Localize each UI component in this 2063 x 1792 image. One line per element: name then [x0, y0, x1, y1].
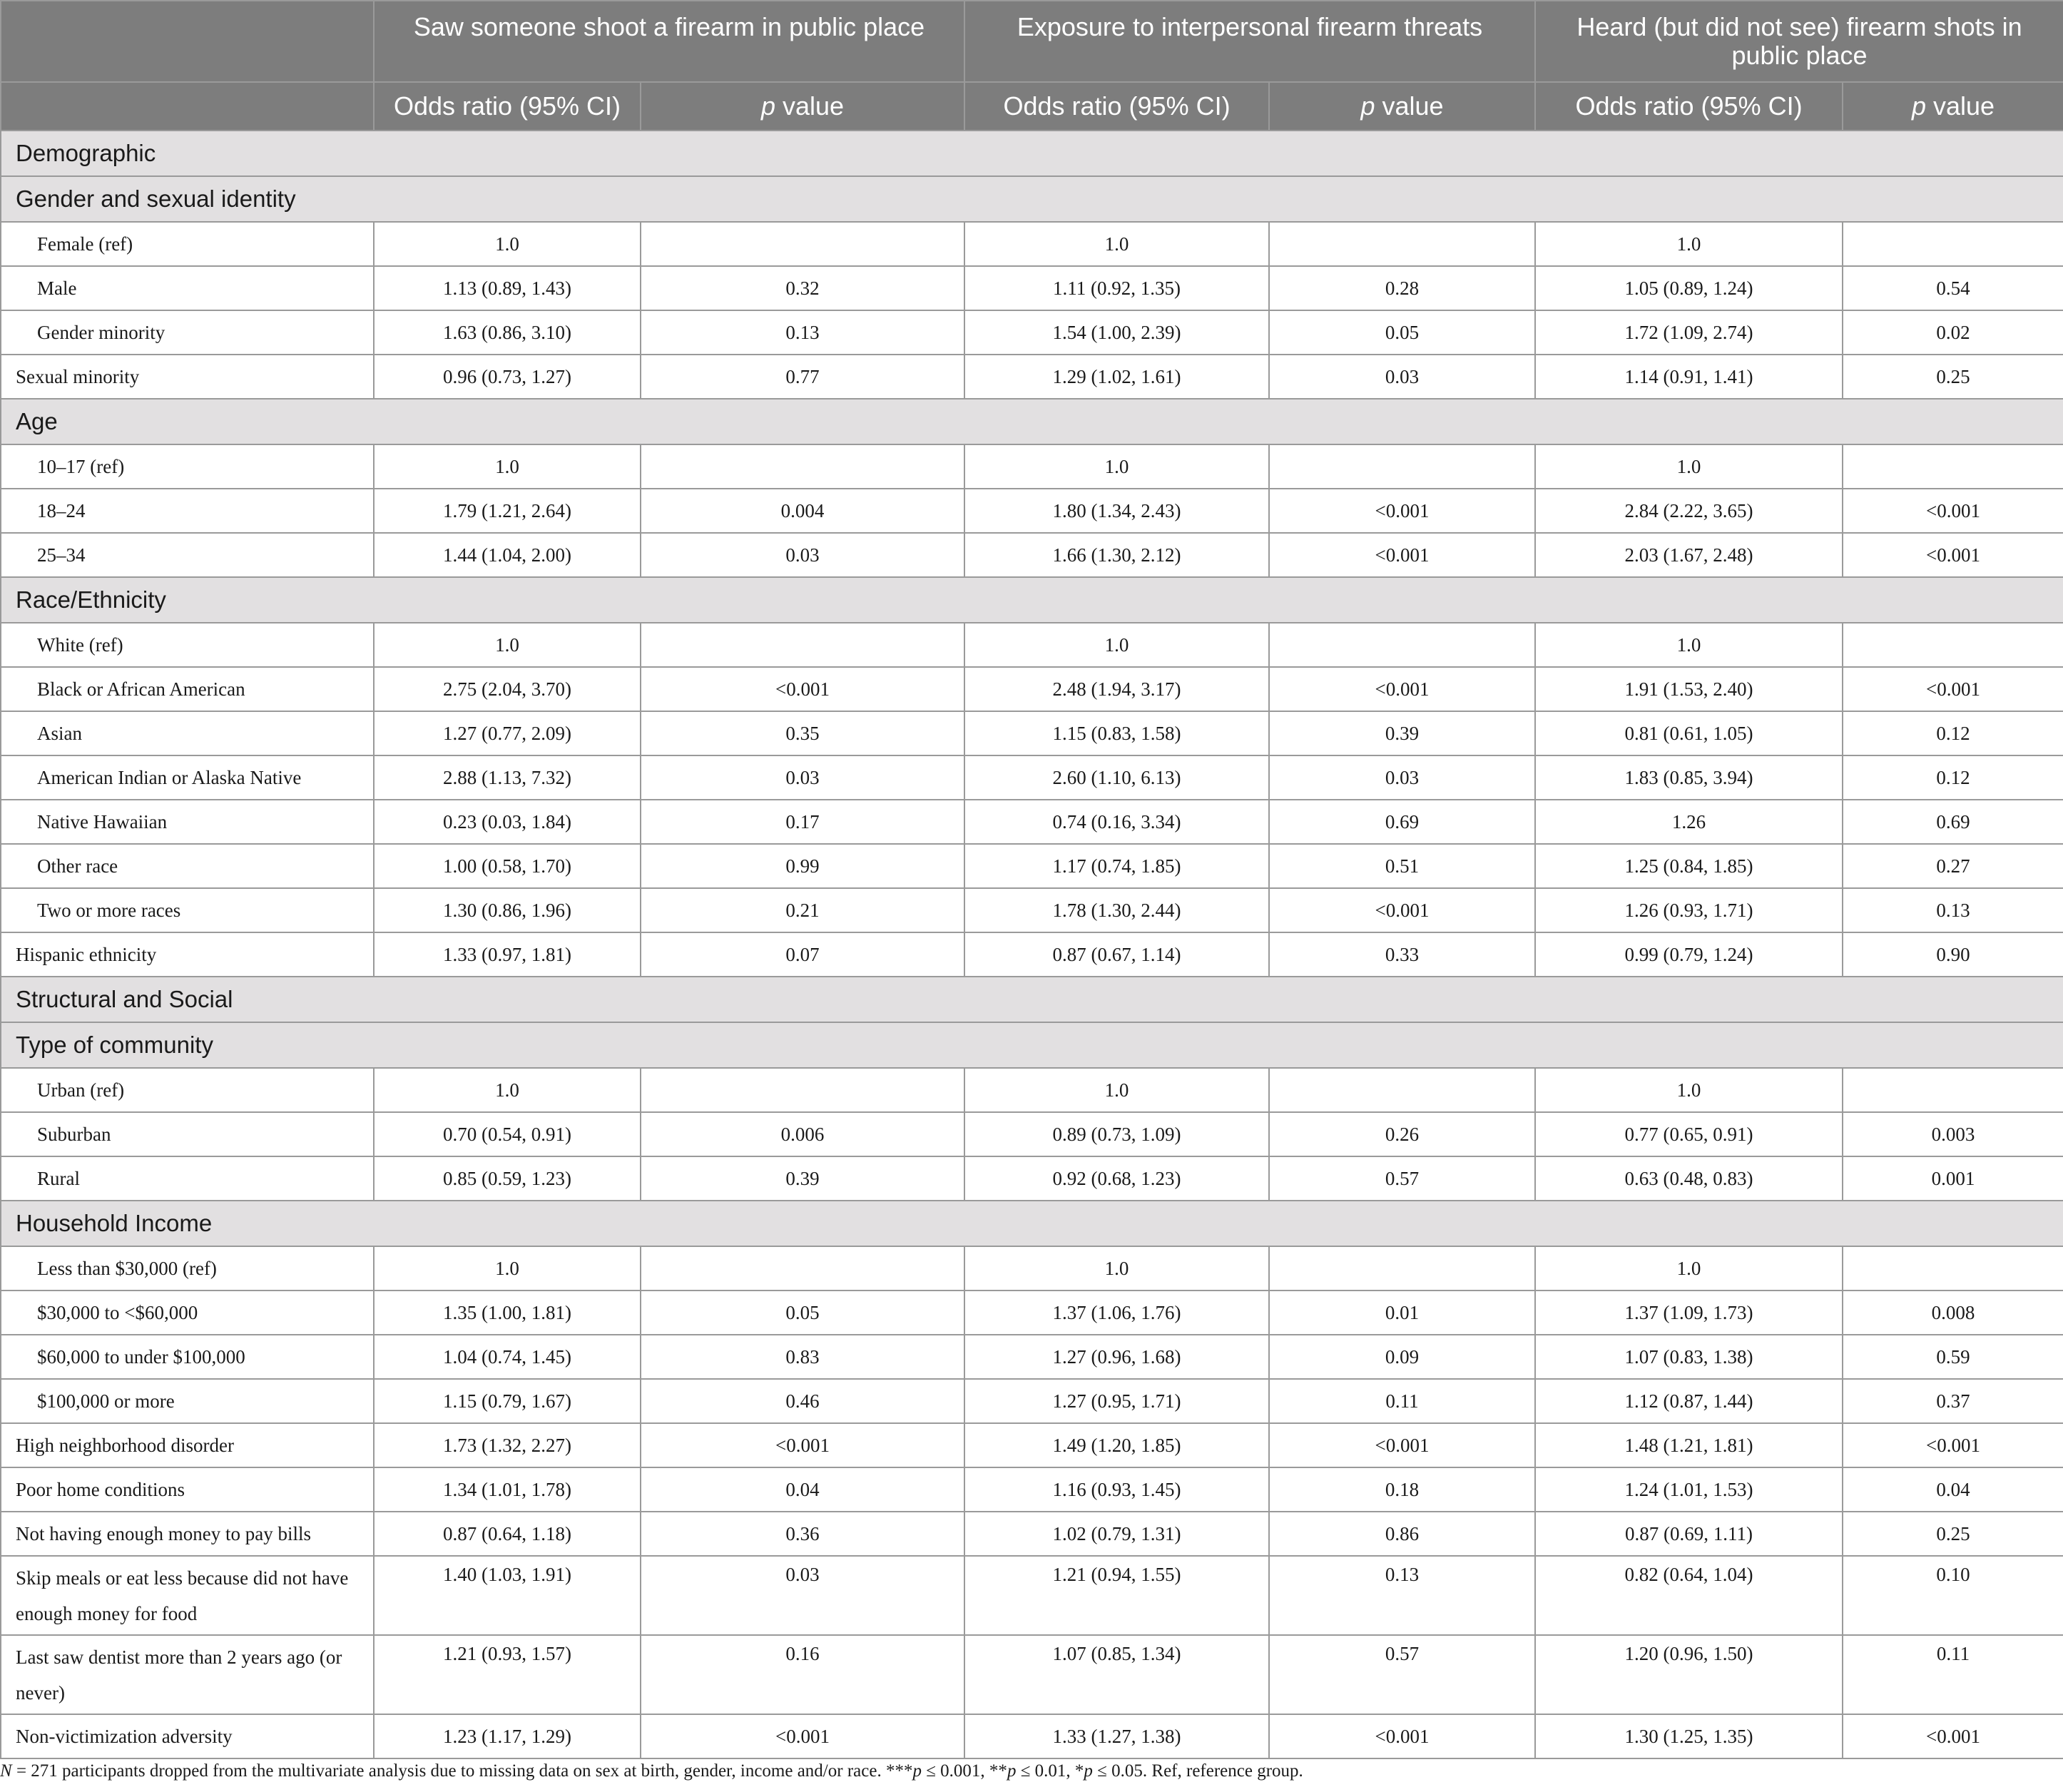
row-label: Urban (ref)	[1, 1068, 374, 1112]
section-row	[1, 399, 2063, 444]
cell-saw-p: 0.39	[641, 1156, 964, 1201]
cell-saw-p	[641, 222, 964, 266]
cell-threat-odds: 1.0	[964, 444, 1269, 489]
table-row	[1, 844, 2063, 888]
cell-threat-odds: 1.66 (1.30, 2.12)	[964, 533, 1269, 577]
cell-threat-p: <0.001	[1269, 489, 1535, 533]
cell-heard-p: 0.11	[1843, 1635, 2063, 1714]
cell-saw-odds: 1.79 (1.21, 2.64)	[374, 489, 641, 533]
p-suffix: value	[1926, 91, 1995, 121]
cell-heard-p: 0.37	[1843, 1379, 2063, 1423]
cell-saw-p	[641, 444, 964, 489]
section-row	[1, 577, 2063, 623]
cell-heard-p: 0.12	[1843, 711, 2063, 755]
section-row	[1, 176, 2063, 222]
cell-saw-odds: 0.85 (0.59, 1.23)	[374, 1156, 641, 1201]
row-label: Suburban	[1, 1112, 374, 1156]
row-label: Two or more races	[1, 888, 374, 932]
cell-saw-p: 0.35	[641, 711, 964, 755]
cell-heard-p: 0.25	[1843, 1512, 2063, 1556]
cell-saw-p: <0.001	[641, 667, 964, 711]
cell-heard-p: <0.001	[1843, 1714, 2063, 1758]
cell-saw-p: 0.13	[641, 310, 964, 355]
cell-heard-odds: 1.14 (0.91, 1.41)	[1535, 355, 1843, 399]
footnote-text-1: = 271 participants dropped from the multivariate analysis due to missing data on sex at birth, gender, income and/or race. ***	[11, 1761, 913, 1781]
cell-saw-p	[641, 623, 964, 667]
cell-heard-odds: 1.07 (0.83, 1.38)	[1535, 1335, 1843, 1379]
table-row	[1, 310, 2063, 355]
cell-threat-odds: 1.0	[964, 623, 1269, 667]
cell-threat-odds: 1.78 (1.30, 2.44)	[964, 888, 1269, 932]
table-row	[1, 667, 2063, 711]
row-label: Asian	[1, 711, 374, 755]
row-label: Skip meals or eat less because did not have enough money for food	[1, 1556, 374, 1635]
cell-heard-p	[1843, 623, 2063, 667]
cell-saw-p: 0.32	[641, 266, 964, 310]
cell-saw-odds: 1.13 (0.89, 1.43)	[374, 266, 641, 310]
cell-threat-odds: 1.33 (1.27, 1.38)	[964, 1714, 1269, 1758]
cell-heard-odds: 1.37 (1.09, 1.73)	[1535, 1290, 1843, 1335]
cell-saw-p: 0.004	[641, 489, 964, 533]
cell-threat-p: 0.51	[1269, 844, 1535, 888]
cell-saw-odds: 1.15 (0.79, 1.67)	[374, 1379, 641, 1423]
footnote-p-2: p	[1007, 1761, 1017, 1781]
cell-saw-p: <0.001	[641, 1714, 964, 1758]
cell-saw-odds: 1.30 (0.86, 1.96)	[374, 888, 641, 932]
cell-threat-odds: 1.15 (0.83, 1.58)	[964, 711, 1269, 755]
cell-heard-odds: 0.82 (0.64, 1.04)	[1535, 1556, 1843, 1635]
cell-threat-p: 0.69	[1269, 800, 1535, 844]
cell-heard-odds: 1.26 (0.93, 1.71)	[1535, 888, 1843, 932]
footnote-n: N	[0, 1761, 12, 1781]
cell-threat-p: 0.11	[1269, 1379, 1535, 1423]
table-row	[1, 1112, 2063, 1156]
row-label: Poor home conditions	[1, 1467, 374, 1512]
table-row	[1, 623, 2063, 667]
cell-threat-odds: 1.27 (0.95, 1.71)	[964, 1379, 1269, 1423]
cell-saw-p: 0.006	[641, 1112, 964, 1156]
section-label: Demographic	[1, 131, 2063, 176]
cell-saw-p: 0.21	[641, 888, 964, 932]
cell-heard-odds: 1.12 (0.87, 1.44)	[1535, 1379, 1843, 1423]
cell-saw-odds: 1.33 (0.97, 1.81)	[374, 932, 641, 977]
table-row	[1, 1290, 2063, 1335]
row-label: Sexual minority	[1, 355, 374, 399]
cell-saw-odds: 1.0	[374, 1246, 641, 1290]
cell-heard-p: 0.003	[1843, 1112, 2063, 1156]
row-label: Male	[1, 266, 374, 310]
cell-saw-odds: 2.75 (2.04, 3.70)	[374, 667, 641, 711]
cell-threat-p: 0.03	[1269, 755, 1535, 800]
cell-threat-p: 0.57	[1269, 1635, 1535, 1714]
cell-threat-odds: 1.21 (0.94, 1.55)	[964, 1556, 1269, 1635]
cell-heard-p: 0.04	[1843, 1467, 2063, 1512]
cell-threat-odds: 1.80 (1.34, 2.43)	[964, 489, 1269, 533]
cell-saw-odds: 1.63 (0.86, 3.10)	[374, 310, 641, 355]
header-odds-ratio: Odds ratio (95% CI)	[1535, 82, 1843, 131]
cell-heard-p: 0.90	[1843, 932, 2063, 977]
table-row	[1, 755, 2063, 800]
table-row	[1, 533, 2063, 577]
table-row	[1, 266, 2063, 310]
table-row	[1, 1635, 2063, 1714]
cell-threat-p: 0.09	[1269, 1335, 1535, 1379]
cell-saw-p	[641, 1246, 964, 1290]
cell-heard-p: <0.001	[1843, 533, 2063, 577]
section-label: Type of community	[1, 1022, 2063, 1068]
row-label: Native Hawaiian	[1, 800, 374, 844]
cell-saw-p: 0.04	[641, 1467, 964, 1512]
cell-saw-odds: 1.21 (0.93, 1.57)	[374, 1635, 641, 1714]
cell-threat-p: 0.26	[1269, 1112, 1535, 1156]
cell-heard-odds: 1.26	[1535, 800, 1843, 844]
cell-heard-odds: 1.30 (1.25, 1.35)	[1535, 1714, 1843, 1758]
cell-threat-odds: 1.29 (1.02, 1.61)	[964, 355, 1269, 399]
section-label: Race/Ethnicity	[1, 577, 2063, 623]
cell-saw-odds: 1.04 (0.74, 1.45)	[374, 1335, 641, 1379]
footnote-p-1: p	[912, 1761, 922, 1781]
row-label: 18–24	[1, 489, 374, 533]
table-row	[1, 1714, 2063, 1758]
table-header	[1, 1, 2063, 131]
cell-threat-p: 0.05	[1269, 310, 1535, 355]
cell-threat-p: 0.18	[1269, 1467, 1535, 1512]
cell-heard-p: 0.10	[1843, 1556, 2063, 1635]
cell-heard-odds: 0.77 (0.65, 0.91)	[1535, 1112, 1843, 1156]
header-corner	[1, 1, 374, 82]
cell-threat-odds: 1.49 (1.20, 1.85)	[964, 1423, 1269, 1467]
cell-heard-odds: 0.63 (0.48, 0.83)	[1535, 1156, 1843, 1201]
header-group-saw-shoot: Saw someone shoot a firearm in public place	[374, 1, 964, 82]
header-group-heard-shots: Heard (but did not see) firearm shots in public place	[1535, 1, 2063, 82]
cell-threat-odds: 1.54 (1.00, 2.39)	[964, 310, 1269, 355]
header-group-threats: Exposure to interpersonal firearm threats	[964, 1, 1535, 82]
row-label: High neighborhood disorder	[1, 1423, 374, 1467]
row-label: Gender minority	[1, 310, 374, 355]
table-footnote	[0, 1761, 1303, 1781]
cell-heard-p: 0.12	[1843, 755, 2063, 800]
section-row	[1, 1022, 2063, 1068]
row-label: White (ref)	[1, 623, 374, 667]
section-row	[1, 977, 2063, 1022]
row-label: Not having enough money to pay bills	[1, 1512, 374, 1556]
row-label: $60,000 to under $100,000	[1, 1335, 374, 1379]
row-label: 10–17 (ref)	[1, 444, 374, 489]
footnote-text-4: ≤ 0.05. Ref, reference group.	[1092, 1761, 1303, 1781]
header-odds-ratio: Odds ratio (95% CI)	[374, 82, 641, 131]
cell-saw-odds: 1.34 (1.01, 1.78)	[374, 1467, 641, 1512]
table-row	[1, 489, 2063, 533]
p-italic: p	[1360, 91, 1375, 121]
cell-threat-p: <0.001	[1269, 533, 1535, 577]
cell-saw-p: 0.03	[641, 1556, 964, 1635]
cell-saw-odds: 1.0	[374, 1068, 641, 1112]
cell-threat-p: 0.33	[1269, 932, 1535, 977]
header-sub-row	[1, 82, 2063, 131]
section-label: Age	[1, 399, 2063, 444]
cell-heard-p: 0.69	[1843, 800, 2063, 844]
cell-threat-p: <0.001	[1269, 667, 1535, 711]
cell-heard-p: 0.13	[1843, 888, 2063, 932]
table-row	[1, 800, 2063, 844]
cell-saw-p: 0.99	[641, 844, 964, 888]
footnote-text-3: ≤ 0.01, *	[1016, 1761, 1084, 1781]
cell-heard-odds: 1.72 (1.09, 2.74)	[1535, 310, 1843, 355]
header-sub-corner	[1, 82, 374, 131]
cell-threat-odds: 1.16 (0.93, 1.45)	[964, 1467, 1269, 1512]
cell-heard-odds: 1.0	[1535, 1068, 1843, 1112]
cell-saw-p: 0.03	[641, 533, 964, 577]
header-group-row	[1, 1, 2063, 82]
cell-saw-p: 0.07	[641, 932, 964, 977]
cell-threat-p: 0.28	[1269, 266, 1535, 310]
cell-heard-p: 0.25	[1843, 355, 2063, 399]
cell-heard-p: <0.001	[1843, 667, 2063, 711]
cell-threat-p	[1269, 222, 1535, 266]
section-label: Household Income	[1, 1201, 2063, 1246]
cell-threat-odds: 1.37 (1.06, 1.76)	[964, 1290, 1269, 1335]
cell-heard-odds: 1.83 (0.85, 3.94)	[1535, 755, 1843, 800]
footnote-p-3: p	[1084, 1761, 1093, 1781]
header-p-value	[1843, 82, 2063, 131]
cell-saw-odds: 1.40 (1.03, 1.91)	[374, 1556, 641, 1635]
cell-threat-p: 0.39	[1269, 711, 1535, 755]
cell-saw-odds: 1.0	[374, 222, 641, 266]
cell-saw-p: 0.16	[641, 1635, 964, 1714]
cell-heard-p	[1843, 222, 2063, 266]
cell-heard-odds: 1.20 (0.96, 1.50)	[1535, 1635, 1843, 1714]
cell-threat-p: 0.13	[1269, 1556, 1535, 1635]
cell-threat-odds: 0.92 (0.68, 1.23)	[964, 1156, 1269, 1201]
cell-threat-odds: 0.87 (0.67, 1.14)	[964, 932, 1269, 977]
cell-heard-p	[1843, 1246, 2063, 1290]
cell-heard-p: 0.27	[1843, 844, 2063, 888]
cell-threat-odds: 1.17 (0.74, 1.85)	[964, 844, 1269, 888]
cell-saw-odds: 1.73 (1.32, 2.27)	[374, 1423, 641, 1467]
cell-threat-odds: 1.02 (0.79, 1.31)	[964, 1512, 1269, 1556]
cell-threat-p: 0.86	[1269, 1512, 1535, 1556]
cell-saw-odds: 0.23 (0.03, 1.84)	[374, 800, 641, 844]
cell-threat-odds: 1.0	[964, 1246, 1269, 1290]
table-body	[1, 131, 2063, 1758]
p-italic: p	[760, 91, 775, 121]
cell-threat-p	[1269, 444, 1535, 489]
cell-saw-odds: 1.0	[374, 444, 641, 489]
cell-heard-odds: 2.03 (1.67, 2.48)	[1535, 533, 1843, 577]
row-label: $30,000 to <$60,000	[1, 1290, 374, 1335]
p-suffix: value	[1375, 91, 1444, 121]
row-label: Non-victimization adversity	[1, 1714, 374, 1758]
cell-heard-odds: 1.0	[1535, 444, 1843, 489]
header-odds-ratio: Odds ratio (95% CI)	[964, 82, 1269, 131]
table-row	[1, 1246, 2063, 1290]
table-row	[1, 355, 2063, 399]
cell-heard-odds: 1.0	[1535, 1246, 1843, 1290]
table-row	[1, 1423, 2063, 1467]
cell-heard-odds: 0.99 (0.79, 1.24)	[1535, 932, 1843, 977]
row-label: Other race	[1, 844, 374, 888]
cell-threat-odds: 0.89 (0.73, 1.09)	[964, 1112, 1269, 1156]
cell-threat-odds: 2.60 (1.10, 6.13)	[964, 755, 1269, 800]
cell-saw-odds: 1.44 (1.04, 2.00)	[374, 533, 641, 577]
cell-threat-p: <0.001	[1269, 888, 1535, 932]
cell-heard-odds: 1.48 (1.21, 1.81)	[1535, 1423, 1843, 1467]
cell-heard-odds: 1.05 (0.89, 1.24)	[1535, 266, 1843, 310]
header-p-value	[1269, 82, 1535, 131]
cell-heard-p	[1843, 1068, 2063, 1112]
cell-heard-odds: 1.0	[1535, 222, 1843, 266]
section-label: Gender and sexual identity	[1, 176, 2063, 222]
cell-saw-p	[641, 1068, 964, 1112]
cell-heard-p: 0.008	[1843, 1290, 2063, 1335]
section-label: Structural and Social	[1, 977, 2063, 1022]
cell-threat-p: 0.57	[1269, 1156, 1535, 1201]
cell-threat-p	[1269, 623, 1535, 667]
cell-threat-odds: 0.74 (0.16, 3.34)	[964, 800, 1269, 844]
cell-saw-odds: 1.00 (0.58, 1.70)	[374, 844, 641, 888]
cell-heard-odds: 0.87 (0.69, 1.11)	[1535, 1512, 1843, 1556]
cell-heard-p: 0.001	[1843, 1156, 2063, 1201]
row-label: Less than $30,000 (ref)	[1, 1246, 374, 1290]
table-row	[1, 1068, 2063, 1112]
section-row	[1, 131, 2063, 176]
table-row	[1, 711, 2063, 755]
row-label: Rural	[1, 1156, 374, 1201]
cell-saw-p: <0.001	[641, 1423, 964, 1467]
row-label: Female (ref)	[1, 222, 374, 266]
cell-threat-p	[1269, 1068, 1535, 1112]
cell-threat-p: 0.01	[1269, 1290, 1535, 1335]
table-row	[1, 1512, 2063, 1556]
cell-heard-p	[1843, 444, 2063, 489]
cell-saw-p: 0.46	[641, 1379, 964, 1423]
table-row	[1, 222, 2063, 266]
table-row	[1, 1556, 2063, 1635]
cell-saw-p: 0.17	[641, 800, 964, 844]
table-row	[1, 444, 2063, 489]
cell-saw-p: 0.05	[641, 1290, 964, 1335]
table-row	[1, 888, 2063, 932]
p-suffix: value	[775, 91, 845, 121]
header-p-value	[641, 82, 964, 131]
cell-saw-odds: 0.96 (0.73, 1.27)	[374, 355, 641, 399]
cell-saw-p: 0.83	[641, 1335, 964, 1379]
cell-threat-p: 0.03	[1269, 355, 1535, 399]
cell-threat-p: <0.001	[1269, 1423, 1535, 1467]
cell-threat-odds: 1.07 (0.85, 1.34)	[964, 1635, 1269, 1714]
cell-saw-odds: 0.87 (0.64, 1.18)	[374, 1512, 641, 1556]
footnote-text-2: ≤ 0.001, **	[921, 1761, 1007, 1781]
row-label: Black or African American	[1, 667, 374, 711]
cell-heard-odds: 0.81 (0.61, 1.05)	[1535, 711, 1843, 755]
table-row	[1, 1467, 2063, 1512]
cell-saw-p: 0.36	[641, 1512, 964, 1556]
cell-heard-p: 0.02	[1843, 310, 2063, 355]
cell-saw-odds: 2.88 (1.13, 7.32)	[374, 755, 641, 800]
cell-threat-p: <0.001	[1269, 1714, 1535, 1758]
cell-threat-odds: 1.11 (0.92, 1.35)	[964, 266, 1269, 310]
table-row	[1, 1156, 2063, 1201]
row-label: $100,000 or more	[1, 1379, 374, 1423]
cell-threat-odds: 2.48 (1.94, 3.17)	[964, 667, 1269, 711]
cell-heard-p: <0.001	[1843, 489, 2063, 533]
cell-threat-odds: 1.0	[964, 222, 1269, 266]
cell-heard-odds: 2.84 (2.22, 3.65)	[1535, 489, 1843, 533]
cell-heard-p: 0.59	[1843, 1335, 2063, 1379]
row-label: Last saw dentist more than 2 years ago (or never)	[1, 1635, 374, 1714]
cell-heard-p: 0.54	[1843, 266, 2063, 310]
table-row	[1, 932, 2063, 977]
row-label: American Indian or Alaska Native	[1, 755, 374, 800]
cell-saw-p: 0.03	[641, 755, 964, 800]
cell-heard-odds: 1.24 (1.01, 1.53)	[1535, 1467, 1843, 1512]
cell-saw-odds: 1.0	[374, 623, 641, 667]
cell-threat-odds: 1.0	[964, 1068, 1269, 1112]
cell-heard-p: <0.001	[1843, 1423, 2063, 1467]
section-row	[1, 1201, 2063, 1246]
cell-saw-odds: 1.23 (1.17, 1.29)	[374, 1714, 641, 1758]
p-italic: p	[1911, 91, 1926, 121]
cell-heard-odds: 1.25 (0.84, 1.85)	[1535, 844, 1843, 888]
cell-threat-p	[1269, 1246, 1535, 1290]
table-row	[1, 1335, 2063, 1379]
cell-heard-odds: 1.0	[1535, 623, 1843, 667]
row-label: Hispanic ethnicity	[1, 932, 374, 977]
cell-saw-odds: 1.27 (0.77, 2.09)	[374, 711, 641, 755]
row-label: 25–34	[1, 533, 374, 577]
cell-threat-odds: 1.27 (0.96, 1.68)	[964, 1335, 1269, 1379]
table-row	[1, 1379, 2063, 1423]
cell-saw-odds: 0.70 (0.54, 0.91)	[374, 1112, 641, 1156]
cell-saw-odds: 1.35 (1.00, 1.81)	[374, 1290, 641, 1335]
cell-saw-p: 0.77	[641, 355, 964, 399]
cell-heard-odds: 1.91 (1.53, 2.40)	[1535, 667, 1843, 711]
